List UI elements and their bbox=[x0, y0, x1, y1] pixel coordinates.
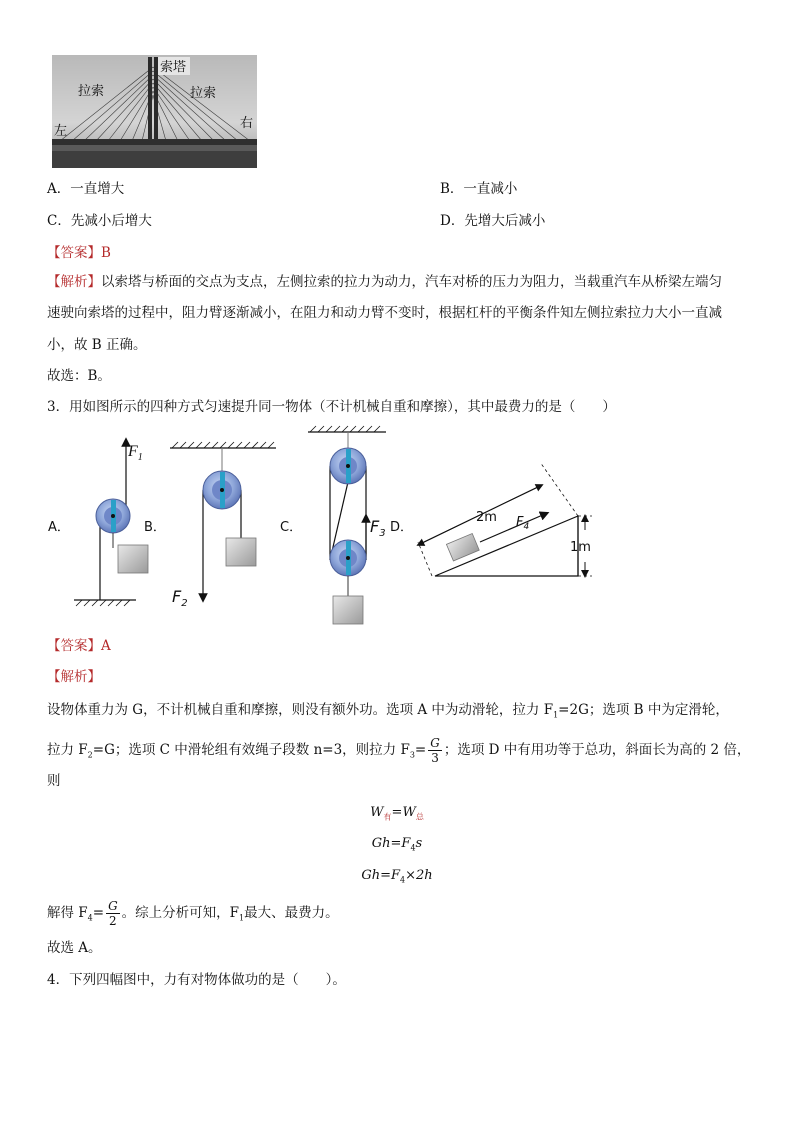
fraction-g-over-2: $\frac{G}{2}$ bbox=[108, 899, 118, 928]
q3-analysis-line1: 设物体重力为 G，不计机械自重和摩擦，则没有额外功。选项 A 中为动滑轮，拉力 $F_1=2G$；选项 B 中为定滑轮， bbox=[47, 702, 729, 720]
answer-value: B bbox=[101, 245, 111, 261]
option-c: C．先减小后增大 bbox=[47, 213, 152, 229]
tower-label: 索塔 bbox=[160, 60, 187, 75]
diagram-a bbox=[74, 442, 148, 606]
equation-1: $W_有=W_总$ bbox=[370, 805, 424, 822]
pulley-figure bbox=[40, 420, 600, 630]
fig-option-b: B． bbox=[144, 520, 166, 535]
fig-option-a: A． bbox=[48, 520, 70, 535]
right-label: 右 bbox=[240, 116, 254, 131]
q2-answer bbox=[47, 243, 111, 263]
answer-value: A bbox=[101, 638, 111, 654]
option-a: A．一直增大 bbox=[47, 181, 125, 197]
answer-tag: 【答案】 bbox=[47, 638, 101, 654]
q3-stem: 3．用如图所示的四种方式匀速提升同一物体（不计机械自重和摩擦），其中最费力的是（ ） bbox=[47, 399, 616, 415]
label-1m: 1m bbox=[570, 540, 591, 555]
fig-option-d: D． bbox=[390, 520, 414, 535]
cable-right-label: 拉索 bbox=[190, 86, 217, 101]
pulley-diagrams bbox=[40, 420, 600, 630]
left-label: 左 bbox=[54, 124, 68, 139]
equation-3: $Gh=F_4\times 2h$ bbox=[361, 868, 433, 885]
answer-tag: 【答案】 bbox=[47, 245, 101, 261]
diagram-d bbox=[418, 462, 592, 576]
analysis-text: 以索塔与桥面的交点为支点，左侧拉索的拉力为动力，汽车对桥的压力为阻力，当载重汽车从桥梁左端匀 bbox=[101, 274, 722, 290]
q4-stem: 4．下列四幅图中，力有对物体做功的是（ ）。 bbox=[47, 972, 346, 988]
label-f1: $F_1$ bbox=[128, 443, 143, 463]
q2-analysis-line1 bbox=[47, 272, 722, 292]
fig-option-c: C． bbox=[280, 520, 303, 535]
q2-analysis-line2: 速驶向索塔的过程中，阻力臂逐渐减小，在阻力和动力臂不变时，根据杠杆的平衡条件知左侧拉索拉力大小一直减 bbox=[47, 305, 722, 321]
q3-solve-line: 解得 $F_4=$ $\frac{G}{2}$ 。综上分析可知，$F_1$最大、最费力。 bbox=[47, 899, 339, 928]
q3-analysis-line2: 拉力 $F_2=G$；选项 C 中滑轮组有效绳子段数 n=3，则拉力 $F_3=$ $\frac{G}{3}$ ；选项 D 中有用功等于总功，斜面长为高的 2 倍， bbox=[47, 736, 751, 765]
q2-analysis-line3: 小，故 B 正确。 bbox=[47, 337, 147, 353]
bridge-photo bbox=[52, 55, 257, 168]
q3-answer bbox=[47, 636, 111, 656]
q3-analysis-tag: 【解析】 bbox=[47, 669, 101, 685]
equation-2: $Gh=F_4s$ bbox=[371, 836, 423, 853]
analysis-tag: 【解析】 bbox=[47, 274, 101, 290]
diagram-c bbox=[308, 426, 386, 624]
label-f2: $F_2$ bbox=[172, 587, 188, 609]
diagram-b bbox=[170, 442, 276, 609]
label-2m: 2m bbox=[476, 510, 497, 525]
option-d: D．先增大后减小 bbox=[440, 213, 546, 229]
q3-choose: 故选 A。 bbox=[47, 940, 102, 956]
cable-left-label: 拉索 bbox=[78, 84, 105, 99]
q3-analysis-line3: 则 bbox=[47, 773, 61, 789]
q2-choose: 故选：B。 bbox=[47, 368, 111, 384]
label-f4: $F_4$ bbox=[516, 515, 530, 532]
option-b: B．一直减小 bbox=[440, 181, 518, 197]
bridge-figure bbox=[52, 55, 257, 168]
label-f3: $F_3$ bbox=[370, 517, 386, 539]
fraction-g-over-3: $\frac{G}{3}$ bbox=[430, 736, 440, 765]
